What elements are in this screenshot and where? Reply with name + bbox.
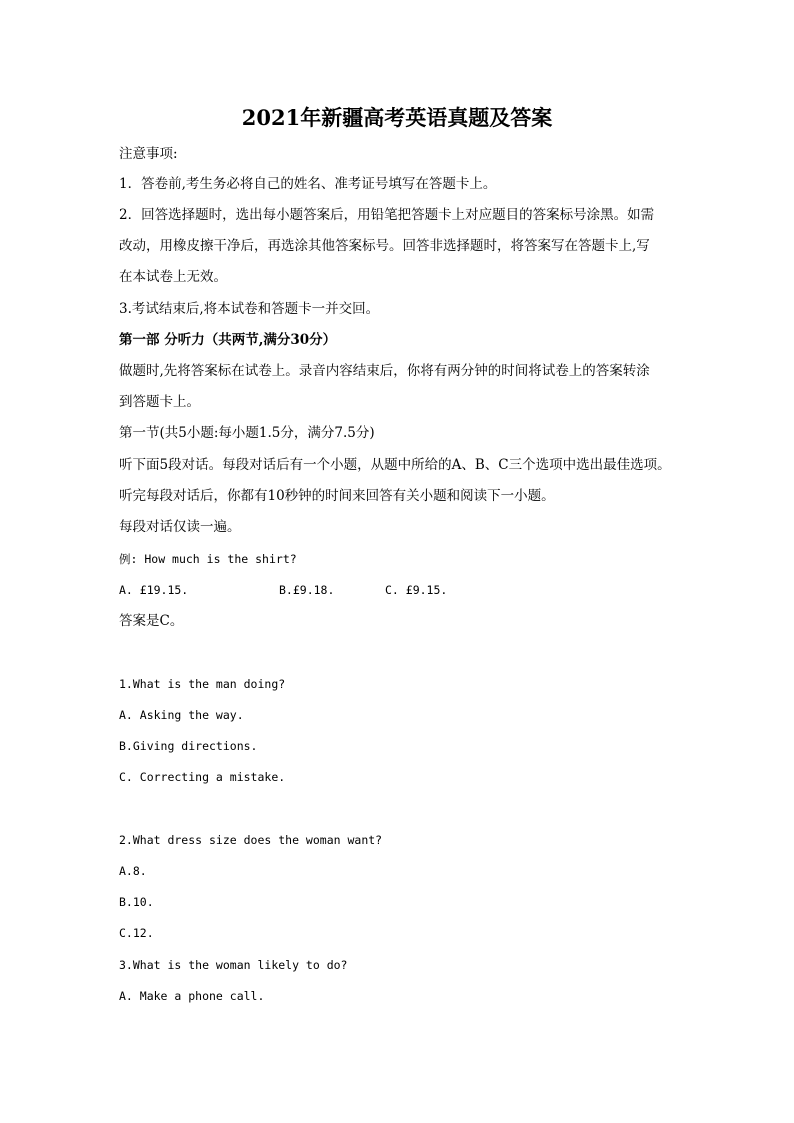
part1-instruction: 做题时,先将答案标在试卷上。录音内容结束后，你将有两分钟的时间将试卷上的答案转涂	[119, 363, 650, 379]
question-1-option-a: A. Asking the way.	[119, 708, 244, 722]
question-1-option-c: C. Correcting a mistake.	[119, 770, 286, 784]
notice-item: 改动，用橡皮擦干净后，再选涂其他答案标号。回答非选择题时，将答案写在答题卡上,写	[119, 238, 650, 254]
question-1: 1.What is the man doing?	[119, 677, 286, 691]
section1-instruction: 听下面5段对话。每段对话后有一个小题，从题中所给的A、B、C三个选项中选出最佳选项。	[119, 457, 671, 473]
example-option-a: A. £19.15.	[119, 583, 189, 597]
question-2: 2.What dress size does the woman want?	[119, 833, 383, 847]
section1-instruction: 听完每段对话后，你都有10秒钟的时间来回答有关小题和阅读下一小题。	[119, 488, 555, 504]
example-answer: 答案是C。	[119, 613, 184, 629]
question-2-option-c: C.12.	[119, 926, 154, 940]
part1-heading: 第一部 分听力（共两节,满分30分）	[119, 332, 337, 348]
part1-instruction: 到答题卡上。	[119, 394, 200, 410]
question-3: 3.What is the woman likely to do?	[119, 958, 348, 972]
question-1-option-b: B.Giving directions.	[119, 739, 258, 753]
notice-item: 3.考试结束后,将本试卷和答题卡一并交回。	[119, 301, 380, 317]
notice-item: 2．回答选择题时，选出每小题答案后，用铅笔把答题卡上对应题目的答案标号涂黑。如需	[119, 207, 655, 223]
question-2-option-b: B.10.	[119, 895, 154, 909]
example-question: 例: How much is the shirt?	[119, 552, 297, 566]
example-option-b: B.£9.18.	[279, 583, 335, 597]
example-option-c: C. £9.15.	[385, 583, 448, 597]
page-title: 2021年新疆高考英语真题及答案	[241, 105, 553, 130]
question-3-option-a: A. Make a phone call.	[119, 989, 265, 1003]
section1-instruction: 每段对话仅读一遍。	[119, 519, 241, 535]
notice-item: 1．答卷前,考生务必将自己的姓名、准考证号填写在答题卡上。	[119, 176, 497, 192]
section1-heading: 第一节(共5小题:每小题1.5分，满分7.5分)	[119, 425, 375, 441]
notice-heading: 注意事项:	[119, 146, 178, 162]
notice-item: 在本试卷上无效。	[119, 269, 227, 285]
question-2-option-a: A.8.	[119, 864, 147, 878]
